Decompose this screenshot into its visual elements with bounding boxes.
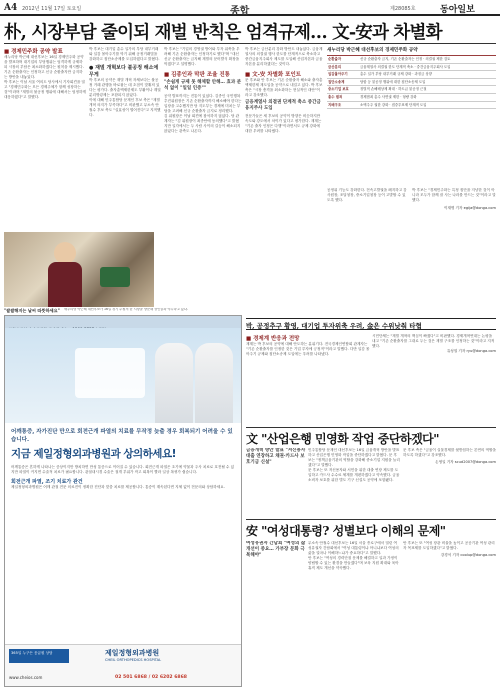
right-article-subhead: ■ 文-安 차별화 포인트 [245, 72, 302, 78]
ad-footer [5, 644, 241, 686]
hospital-advertisement [4, 315, 242, 687]
edition-number: 제28085호 [390, 6, 416, 12]
article2-quote-box [246, 448, 306, 516]
right-article-quote: 금융계열사 의결권 단계적 축소 중간금융지주사 도입 [245, 100, 321, 111]
pledge-table-key: 금산분리 [328, 64, 342, 69]
pledge-table-value: 소액주주 권한 강화 · 집중투표제 단계적 도입 [360, 102, 427, 107]
economy-reaction-p2: 시민단체는 "재벌 개혁의 핵심이 빠졌다"고 비판했다. 경제개혁연대는 논평을 내고 "기존 순환출자를 그대로 두는 것은 재벌 구조를 인정하는 것"이라고 지적했다. [372, 334, 495, 348]
economy-reaction-col2 [372, 334, 496, 424]
byline-2: 유성열 기자 ryu@donga.com [446, 349, 496, 353]
ad-hospital-name: 제일정형외과병원 [105, 649, 160, 657]
related-banner: 박, 공정추구 황영, 대기업 투자위축 우려, 金은 수위낮춰 타협 [246, 318, 496, 330]
article2-p3: 문 후보 측은 "금융이 실물경제를 뒷받침하는 본연의 역할을 하도록 하겠다"고 강조했다. [403, 448, 496, 457]
byline-3: 손영일 기자 scud2007@donga.com [435, 460, 496, 464]
left-article-p4-head: ● 재벌 개혁보다 불공정 해소에 무게 [89, 65, 159, 78]
mid-article [164, 47, 242, 307]
ad-hospital-en: CHEIL ORTHOPEDICS HOSPITAL [105, 658, 162, 662]
doctor-figure-icon [155, 343, 193, 423]
pledge-table-row [327, 64, 496, 72]
ad-body-text-2: 제일정형외과병원은 어깨 관절 전문 의료진이 정확한 진단과 맞춤 치료를 제공합니다. 통증이 계속된다면 지체 없이 전문의와 상담하세요. [11, 485, 225, 489]
left-article-subhead: ■ 경제민주화 공약 발표 [4, 49, 63, 55]
pledge-table-value: 징벌적 손해배상제 확대 · 하도급 불공정 근절 [360, 87, 427, 92]
left-article-p2: 박 후보는 이날 서울 여의도 당사에서 기자회견을 열고 "경제민주화는 모든 경제주체가 함께 성장하는 것"이라며 "재벌의 불공정 행위에 대해서는 엄정하게 대응하겠다"고 말했다. [4, 80, 86, 99]
pledge-table-key: 총수 범죄 [328, 94, 343, 99]
article2-p2: 문 후보는 또 저신용자와 서민을 위한 대출 연장 제도를 도입하고 카드사 수수료 체계를 개편하겠다고 약속했다. 금융소비자 보호를 위한 별도 기구 신설도 공약에 포함됐다. [308, 468, 400, 482]
right-article-p1: 박 후보는 금산분리 강화 방안도 내놓았다. 금융계열사의 의결권 행사 한도를 단계적으로 축소하고 중간금융지주회사 제도를 도입해 산업자본과 금융자본을 분리하겠다는 것이다. [245, 47, 323, 66]
article3-p3: 안 후보는 또 "여성 장관 비율을 높이고 공공기관 여성 관리자 목표제를 도입하겠다"고 밝혔다. [403, 541, 495, 550]
pledge-table-row [327, 86, 496, 94]
article3-quote-box [246, 541, 306, 687]
left-article-col2 [89, 47, 161, 229]
article2-body-col2 [403, 448, 496, 516]
pledge-table-row [327, 79, 496, 87]
ad-url[interactable]: www.cheios.com [9, 675, 43, 680]
mid-article-p1: 박 후보는 "기업의 경영권 방어와 투자 위축을 우려해 기존 순환출자는 인정하기로 했다"며 "대신 신규 순환출자는 금지해 재벌의 문어발식 확장을 막겠다"고 설명했다. [164, 47, 240, 66]
pledge-table-value: 총수 일가 부당 내부거래 규제 강화 · 과징금 상향 [360, 72, 432, 77]
left-article-p5: 이에 대해 민주통합당 문재인 후보 측은 "재벌 개혁 의지가 부족하다"고 비판했고 무소속 안철수 후보 측도 "실효성이 떨어진다"고 지적했다. [89, 98, 161, 117]
table-side-article [327, 188, 409, 308]
newspaper-name: 동아일보 [440, 5, 475, 15]
headline-rule [4, 43, 496, 44]
article3-body [308, 541, 400, 687]
byline-1: 이재명 기자 egija@donga.com [444, 206, 496, 210]
table-side-article-col2 [412, 188, 496, 308]
article3-rule [246, 519, 496, 520]
pledge-table-row [327, 102, 496, 110]
ad-slogan: 어깨통증, 자가진단 만으로 회전근개 파열의 치료를 무작정 늦출 경우 회복되기 어려울 수 있습니다. [11, 429, 233, 443]
article3-p1: 무소속 안철수 대선후보는 16일 서울 종로구에서 열린 여성유권자 간담회에서 "여성 대통령이냐 아니냐보다 여성의 삶을 얼마나 이해하느냐가 중요하다"고 말했다. [308, 541, 399, 555]
market-goods-icon [100, 267, 130, 287]
pledge-table-value: 신규 순환출자 금지, 기존 순환출자는 인정 · 의결권 제한 검토 [360, 57, 451, 61]
economy-reaction-subhead: ■ 경제계 반응과 전망 [246, 336, 300, 342]
left-article-p4: 박 후보의 공약은 재벌 개혁 자체보다는 불공정 거래 관행을 바로잡는 데 초점이 맞춰져 있다는 평가다. 출자총액제한제도 부활이나 계열분리명령제는 포함되지 않았다. [89, 78, 161, 97]
left-article-p1: 새누리당 박근혜 대선후보는 16일 경제민주화 공약을 발표하며 대기업의 부당행위는 엄격하게 규제하되 시장의 부담은 최소화하겠다는 원칙을 제시했다. 기존 순환출자는 인정하고 신규 순환출자만 금지하는 방안을 내놓았다. [4, 55, 84, 79]
pledge-table-row [327, 94, 496, 102]
doctor-figure-icon [195, 343, 233, 423]
mid-article-p2: 공약 발표까지는 진통이 있었다. 김종인 국민행복추진위원장은 기존 순환출자까지 해소해야 한다는 입장을 고수했지만 당 지도부는 경제에 미치는 부담을 고려해 신규 순환출자 금지로 정리했다. [164, 94, 242, 113]
ad-body [5, 463, 241, 581]
right-article-p3: 전문가들은 세 후보의 공약이 방향은 비슷하지만 속도와 강도에서 차이가 있다고 평가한다. 재계는 "기존 출자 인정은 다행"이라면서도 규제 강화에 대한 우려를 나타냈다. [245, 114, 322, 133]
article2-quote: 금융개혁 방안 발표 "저신용자 대출 연장하고 채권·카드사 보호기금 신설" [246, 448, 306, 465]
article3-quote: 여성유권자 간담회 "여성의 삶 개선이 중요… 가부장 문화 극복해야" [246, 541, 306, 558]
issue-date: 2012년 11월 17일 토요일 [22, 6, 82, 12]
right-article [245, 47, 323, 307]
economy-reaction [246, 334, 370, 424]
article2-body [308, 448, 400, 516]
person-body-icon [48, 262, 82, 307]
pledge-table-value: 금융계열사 의결권 한도 단계적 축소 · 중간금융지주회사 도입 [360, 64, 451, 69]
article2-p1: 민주통합당 문재인 대선후보는 16일 금융개혁 방안을 발표하고 산업은행 민영화 작업을 중단하겠다고 밝혔다. 문 후보는 "정책금융기관의 역할을 강화해 중소기업 지원을 늘리겠다"고 말했다. [308, 448, 400, 467]
ad-subhead: 회전근개 파열, 조기 치료가 관건 [11, 479, 83, 485]
photo-caption: 새누리당 박근혜 대선후보가 16일 경기 수원의 한 시장을 방문해 상인들과 악수하고 있다. [64, 308, 188, 311]
photo-title: "쌀쌀해지는 날씨 따뜻하세요" [4, 308, 60, 313]
article2-headline: 文 "산업은행 민영화 작업 중단하겠다" [246, 432, 440, 446]
person-face-icon [54, 242, 76, 264]
ad-doctors-image [5, 328, 241, 423]
pledge-table-value: 경제범죄 총수 사면권 제한 · 형량 강화 [360, 94, 417, 99]
ad-badge: 365일 누구든 응급원 상담 [9, 649, 69, 663]
pledge-table-row [327, 56, 496, 64]
article3-headline: 安 "여성대통령? 성별보다 이해의 문제" [246, 524, 446, 538]
pledge-table-key: 일감몰아주기 [328, 72, 348, 77]
pledge-table-body [327, 55, 496, 109]
mid-article-p3: 김 위원장은 이날 회견에 참석하지 않았다. 당 관계자는 "김 위원장이 최종안에 동의했다"고 밝혔지만 일각에서는 두 사람 사이의 갈등이 해소되지 않았다는 관측도 나온다. [164, 114, 241, 133]
page-header [0, 0, 500, 16]
table-side-p2: 박 후보는 "경제민주화는 특정 집단을 겨냥한 것이 아니라 모두가 함께 잘 사는 나라를 만드는 것"이라고 말했다. [412, 188, 496, 202]
pledge-table-row [327, 71, 496, 79]
byline-4: 강경석 기자 coolup@donga.com [440, 553, 496, 557]
pledge-table-key: 집단소송제 [328, 79, 345, 84]
ad-body-text: 어깨통증은 흔하게 나타나는 증상이지만 방치하면 만성 통증으로 이어질 수 있습니다. 회전근개 파열은 초기에 약물과 주사 치료로 호전될 수 있지만 파열이 커지면 수술적 치료가 필요합니다. 관절내시경 수술은 절개 부위가 작고 회복이 빨라 일상 복귀가 쉽습니다. [11, 465, 235, 474]
ad-phone: 02 501 6868 / 02 6202 6868 [115, 675, 188, 680]
pledge-table [327, 47, 496, 109]
page-number: A4 [4, 3, 18, 13]
article2-rule [246, 427, 496, 428]
mid-article-subhead: ■ 김종인과 막판 조율 진통 [164, 72, 230, 78]
ad-headline: 지금 제일정형외과병원과 상의하세요! [11, 448, 176, 460]
ad-top-strip [5, 316, 241, 328]
pledge-table-value: 담합 등 불공정 행위에 대한 집단소송제 도입 [360, 79, 426, 84]
pledge-table-key: 지배구조 [328, 102, 342, 107]
pledge-table-title: 새누리당 박근혜 대선후보의 경제민주화 공약 [327, 48, 418, 53]
article3-body-col2 [403, 541, 496, 687]
left-article [4, 47, 86, 229]
candidate-photo [4, 232, 154, 307]
pledge-table-key: 중소기업 보호 [328, 87, 349, 92]
mid-article-quote: "손쉽게 규제 못 해체할 안해… 효과 분석 없이 "일일 인증"" [164, 80, 242, 91]
ad-callout-box [75, 348, 145, 398]
pledge-table-key: 순환출자 [328, 57, 342, 61]
main-headline: 朴, 시장부담 줄이되 재벌 반칙은 엄격규제… 文-安과 차별화 [4, 23, 442, 43]
economy-reaction-p1: 재계는 박 후보의 공약에 대해 안도하는 분위기다. 전국경제인연합회 관계자는 "기존 순환출자를 인정한 것은 기업 투자에 긍정적"이라고 말했다. 다만 일감 몰아주기 규제와 집단소송제 도입에는 우려를 나타냈다. [246, 342, 370, 356]
section-name: 종합 [230, 6, 250, 17]
table-side-p1: 공정위 기능도 강화한다. 전속고발권을 폐지하고 감사원장, 조달청장, 중소기업청장 등이 고발할 수 있도록 했다. [327, 188, 407, 202]
article3-p2: 안 후보는 "여성의 경력단절 문제를 해결하고 일과 가정이 양립할 수 있는 환경을 만들겠다"며 보육 지원 확대와 육아휴직 제도 개선을 약속했다. [308, 556, 399, 570]
right-article-p2: 문 후보와 안 후보는 기존 순환출자 해소와 출자총액제한제 재도입을 공약으로 내걸고 있다. 박 후보 측은 "시장 충격을 최소화하는 현실적인 대안"이라고 강조했다. [245, 78, 323, 97]
left-article-p3: 박 후보는 대기업 총수 일가의 부당 내부거래와 일감 몰아주기를 막기 위해 공정거래법을 강화하고 집단소송제를 도입하겠다고 밝혔다. [89, 47, 160, 61]
